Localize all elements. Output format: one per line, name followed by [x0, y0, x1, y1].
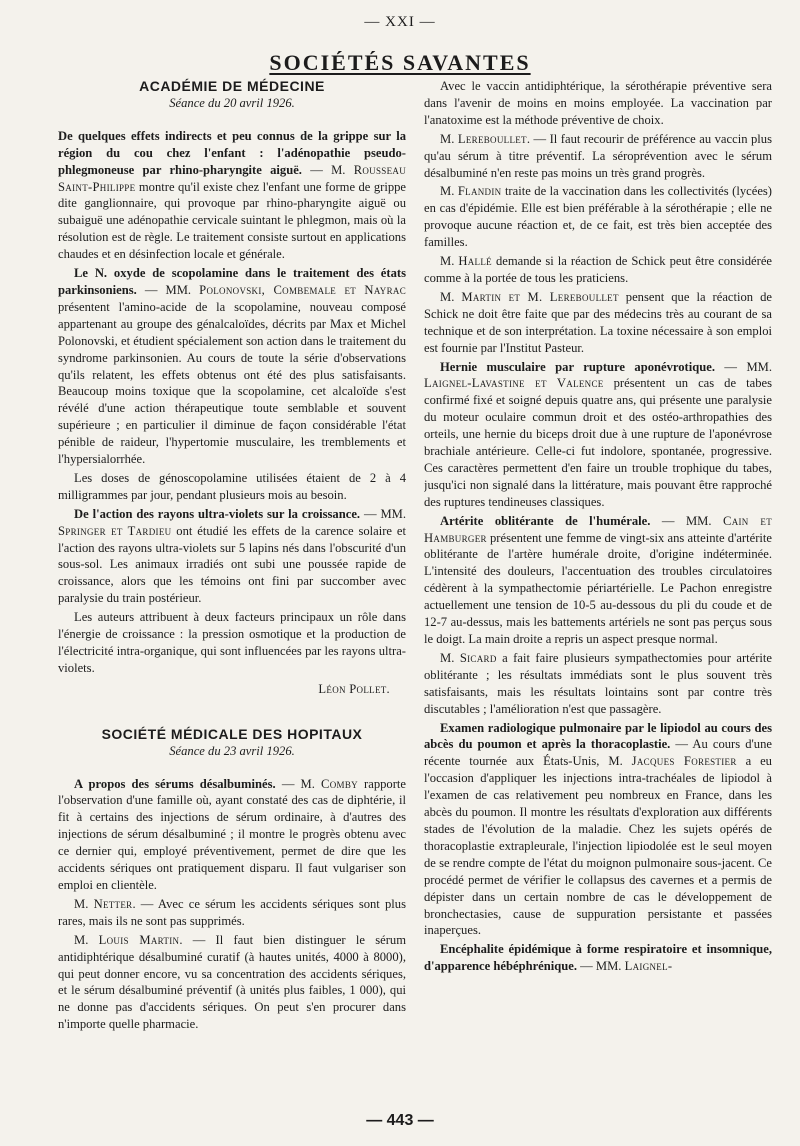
paragraph-facteurs: Les auteurs attribuent à deux facteurs principaux un rôle dans l'énergie de croissance : la pression osmotique et la production de l'électricité intra-organique, qui sont influencées par les rayons ultra-violets.: [58, 610, 406, 675]
paragraph-sicard: M. Sicard a fait faire plusieurs sympathectomies pour artérite oblitérante ; les résultats immédiats sont le plus souvent très satisfaisants, mais les résultats lointains sont par contre très discutables ; l'amélioration n'est que passagère.: [424, 650, 772, 716]
paragraph-louis-martin: M. Louis Martin. — Il faut bien distinguer le sérum antidiphtérique désalbuminé curatif (à hautes unités, 4000 à 8000), qui peut donner encore, vu sa concentration des accidents sériques, et le sérum désalbuminé préventif (à unités plus faibles, 1 000), qui ne donne pas d'accidents sériques. On peut s'en procurer dans n'importe quelle pharmacie.: [58, 932, 406, 1032]
seance-date-2: Séance du 23 avril 1926.: [169, 743, 295, 758]
author-name: Martin et M. Lereboullet: [461, 289, 619, 304]
article-title: De quelques effets indirects et peu connus de la grippe sur la région du cou chez l'enfant : l'adénopathie pseudo-phlegmoneuse par rhino-pharyngite aiguë.: [58, 128, 406, 177]
author-name: Springer et Tardieu: [58, 523, 172, 538]
paragraph-netter: M. Netter. — Avec ce sérum les accidents sériques sont plus rares, mais ils ne sont pas supprimés.: [58, 896, 406, 928]
author-name: Jacques Forestier: [631, 754, 737, 769]
author-name: Netter: [93, 896, 133, 911]
author-name: Flandin: [457, 184, 502, 199]
right-column: [424, 78, 772, 1108]
article-ultra-violets: De l'action des rayons ultra-violets sur la croissance. — MM. Springer et Tardieu ont étudié les effets de la carence solaire et l'action des rayons ultra-violets sur 5 lapins nés dans l'obscurité d'un sous-sol. Les animaux irradiés ont subi une poussée rapide de croissance, alors que les témoins ont fini par succomber avec paralysie du train postérieur.: [58, 506, 406, 606]
article-arterite: Artérite oblitérante de l'humérale. — MM. Cain et Hamburger présentent une femme de vingt-six ans atteinte d'artérite oblitérante de l'artère humérale droite, d'origine indéterminée. L'intensité des douleurs, l'accentuation des troubles circulatoires cédèrent à la sympathectomie périartérielle. Le Pachon enregistre actuellement une tension de 10-5 au-dessous du pli du coude et de 12-7 au-dessus, mais les battements artériels ne sont pas perçus sous le doigt. La main droite a repris un aspect presque normal.: [424, 513, 772, 646]
paragraph-martin-lereboullet: M. Martin et M. Lereboullet pensent que la réaction de Schick ne doit être faite que par des médecins très au courant de sa technique et de son interprétation. La toxine nécessaire à son emploi est fournie par l'Institut Pasteur.: [424, 289, 772, 355]
author-name: Rousseau Saint-Philippe: [58, 162, 406, 194]
section-title-hopitaux: SOCIÉTÉ MÉDICALE DES HOPITAUX: [101, 725, 363, 742]
article-title: A propos des sérums désalbuminés.: [74, 776, 276, 791]
author-name: Sicard: [459, 650, 497, 665]
page-title: SOCIÉTÉS SAVANTES: [269, 50, 531, 75]
author-name: Comby: [321, 776, 358, 791]
roman-page-number: — XXI —: [364, 14, 436, 30]
author-name: Lereboullet: [457, 131, 527, 146]
left-column: [58, 78, 406, 1108]
article-title: De l'action des rayons ultra-violets sur la croissance.: [74, 506, 361, 521]
paragraph-lereboullet: M. Lereboullet. — Il faut recourir de préférence au vaccin plus qu'au sérum à titre préventif. La séroprévention avec le sérum désalbuminé n'en reste pas moins un très grand progrès.: [424, 131, 772, 180]
article-scopolamine: Le N. oxyde de scopolamine dans le traitement des états parkinsoniens. — MM. Polonovski, Combemale et Nayrac présentent l'amino-acide de la scopolamine, nouveau composé appartenant au groupe des génalcaloïdes, décrits par Max et Michel Polonovski, et étudient spécialement son action dans le traitement du syndrome parkinsonien. Au cours de toute la série d'observations qu'ils relatent, les effets obtenus ont été des plus satisfaisants. Beaucoup moins toxique que la scopolamine, cet alcaloïde s'est révélé d'une action thérapeutique toute semblable et souvent supérieure ; en particulier il diminue de façon considérable l'état pénible de raideur, l'hypertomie musculaire, les tremblements et l'hypersialorrhée.: [58, 266, 406, 467]
article-title: Le N. oxyde de scopolamine dans le traitement des états parkinsoniens.: [58, 266, 406, 297]
signature: Léon Pollet.: [318, 681, 390, 696]
section-title-academie: ACADÉMIE DE MÉDECINE: [139, 78, 325, 94]
article-lipiodol: Examen radiologique pulmonaire par le lipiodol au cours des abcès du poumon et après la thoracoplastie. — Au cours d'une récente tournée aux États-Unis, M. Jacques Forestier a eu l'occasion d'appliquer les injections intra-trachéales de lipiodol à l'examen de cas relativement peu nombreux en France, dans les abcès du poumon. Il montre les résultats d'exploration aux différents stades de l'évolution de la maladie. Chez les sujets opérés de thoracoplastie extrapleurale, l'injection lipiodolée est le seul moyen de se rendre compte de l'état du moignon pulmonaire sous-jacent. Ce procédé permet de vérifier le collapsus des cavernes et a permis de dépister dans un certain nombre de cas le développement de bronchectasies, cause de suppuration persistante et passées inaperçues.: [424, 720, 772, 938]
article-title: Encéphalite épidémique à forme respiratoire et insomnique, d'apparence hébéphrénique.: [424, 942, 772, 974]
paragraph-halle: M. Hallé demande si la réaction de Schick peut être considérée comme à la portée de tous les praticiens.: [424, 254, 772, 285]
article-hernie: Hernie musculaire par rupture aponévrotique. — MM. Laignel-Lavastine et Valence présentent un cas de tabes confirmé fixé et soigné depuis quatre ans, qui présente une paralysie du moteur oculaire commun droit et des ostéo-arthropathies des orteils, une hernie du biceps droit due à une rupture de l'aponévrose brachiale antérieure. Celle-ci fut indolore, spontanée, progressive. Ces caractères permettent d'en faire un trouble trophique du tabes, jusqu'ici non signalé dans la littérature, mais pouvant être rapproché des ruptures tendineuses classiques.: [424, 359, 772, 509]
article-title: Hernie musculaire par rupture aponévrotique.: [440, 359, 715, 374]
paragraph-flandin: M. Flandin traite de la vaccination dans les collectivités (lycées) en cas d'épidémie. Elle est bien préférable à la sérothérapie ; elle ne provoque aucune réaction et, de ce fait, est très bien acceptée des familles.: [424, 184, 772, 250]
article-title: Artérite oblitérante de l'humérale.: [440, 513, 651, 528]
page-number: — 443 —: [366, 1112, 434, 1129]
article-title: Examen radiologique pulmonaire par le lipiodol au cours des abcès du poumon et après la thoracoplastie.: [424, 720, 772, 752]
article-encephalite: Encéphalite épidémique à forme respiratoire et insomnique, d'apparence hébéphrénique. — MM. Laignel-: [424, 942, 772, 974]
paragraph-vaccin: Avec le vaccin antidiphtérique, la sérothérapie préventive sera dans l'avenir de moins en moins employée. La vaccination par l'anatoxime est la méthode préventive de choix.: [424, 79, 772, 127]
article-serums: A propos des sérums désalbuminés. — M. Comby rapporte l'observation d'une famille où, ayant constaté des cas de diphtérie, il fit à certains des injections de sérum ordinaire, à d'autres des injections de sérum désalbuminé ; il montre le progrès obtenu avec ce dernier qui, employé préventivement, permet de dire que les accidents sériques ont pratiquement disparu. Il faut vulgariser son emploi en clientèle.: [58, 776, 406, 892]
article-grippe: De quelques effets indirects et peu connus de la grippe sur la région du cou chez l'enfant : l'adénopathie pseudo-phlegmoneuse par rhino-pharyngite aiguë. — M. Rousseau Saint-Philippe montre qu'il existe chez l'enfant une forme de grippe dite ganglionnaire, qui provoque par rhino-pharyngite aiguë ou subaiguë une adénopathie cervicale suintant le phlegmon, mais où la résolution est de règle. Le traitement consiste surtout en applications chaudes et en désinfection locale et générale.: [58, 128, 406, 262]
paragraph-doses: Les doses de génoscopolamine utilisées étaient de 2 à 4 milligrammes par jour, pendant plusieurs mois au besoin.: [58, 470, 406, 502]
author-name: Laignel-Lavastine et Valence: [424, 376, 604, 391]
seance-date-1: Séance du 20 avril 1926.: [169, 95, 295, 110]
author-name: Polonovski, Combemale et Nayrac: [199, 282, 406, 297]
author-name: Hallé: [458, 254, 492, 269]
author-name: Louis Martin: [98, 932, 180, 947]
author-name: Cain et Hamburger: [424, 513, 772, 545]
author-name: Laignel-: [624, 959, 673, 974]
